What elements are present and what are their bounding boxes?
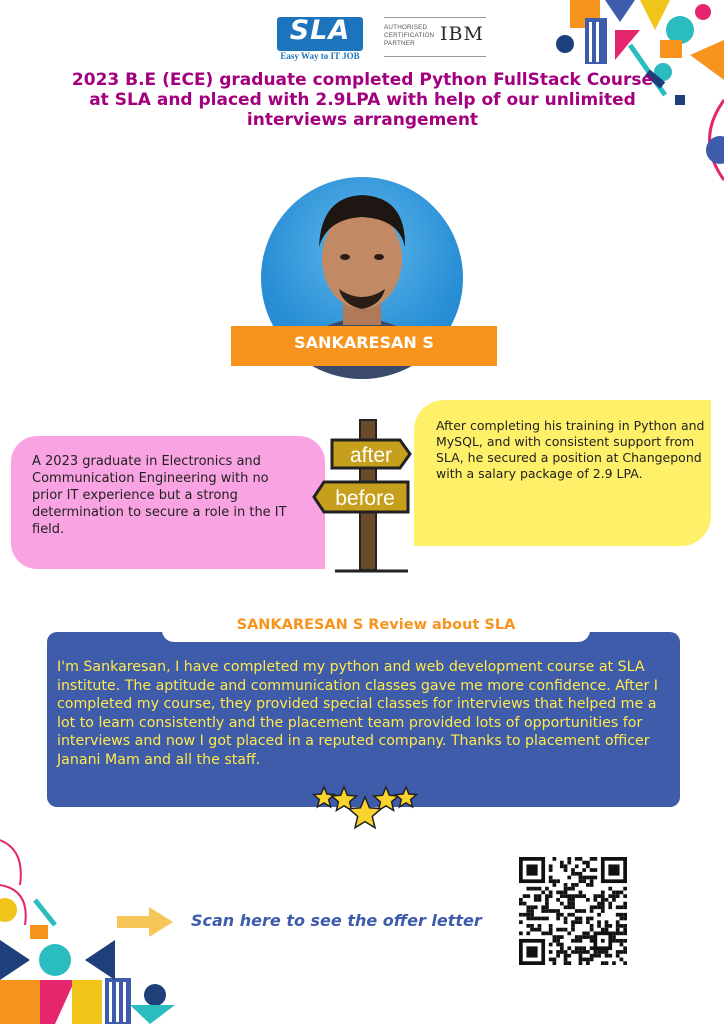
signpost-icon (310, 418, 415, 578)
star-icon (374, 787, 399, 811)
sla-tagline: Easy Way to IT JOB (280, 51, 360, 61)
sign-after-label: after (349, 444, 393, 467)
sla-logo (277, 17, 363, 51)
page-headline: 2023 B.E (ECE) graduate completed Python FullStack Course at SLA and placed with 2.9LPA with help of our unlimited interviews arrangement (71, 70, 654, 130)
review-title: SANKARESAN S Review about SLA (236, 617, 516, 633)
ibm-logo: IBM (440, 23, 484, 45)
star-icon (314, 787, 335, 807)
rating-stars (310, 780, 420, 835)
ibm-partner-caption (384, 24, 440, 48)
review-text: I'm Sankaresan, I have completed my python and web development course at SLA institute. The aptitude and communication classes gave me more confidence. After I completed my course, they provided special classes for interviews that helped me a lot to learn consistently and the placement team provided lots of opportunities for interviews and now I got placed in a reputed company. Thanks to placement officer Janani Mam and all the staff. (57, 659, 658, 768)
after-description: After completing his training in Python and MySQL, and with consistent support from SLA, he secured a position at Changepond with a salary package of 2.9 LPA. (436, 418, 705, 481)
student-name-banner (231, 326, 497, 366)
star-icon (332, 787, 357, 811)
arrow-right-icon (115, 905, 175, 939)
ibm-caption-line: CERTIFICATION (384, 32, 435, 39)
student-name: SANKARESAN S (294, 333, 434, 352)
star-icon (349, 797, 381, 828)
sign-before-label: before (335, 487, 395, 510)
ibm-caption-line: PARTNER (384, 40, 415, 47)
before-description: A 2023 graduate in Electronics and Communication Engineering with no prior IT experience but a strong determination to secure a role in the IT field. (32, 454, 287, 537)
offer-letter-qr-code[interactable] (519, 857, 627, 965)
star-icon (396, 787, 417, 807)
scan-instruction: Scan here to see the offer letter (191, 911, 482, 930)
ibm-caption-line: AUTHORISED (384, 24, 428, 31)
sla-logo-text: SLA (289, 15, 351, 46)
